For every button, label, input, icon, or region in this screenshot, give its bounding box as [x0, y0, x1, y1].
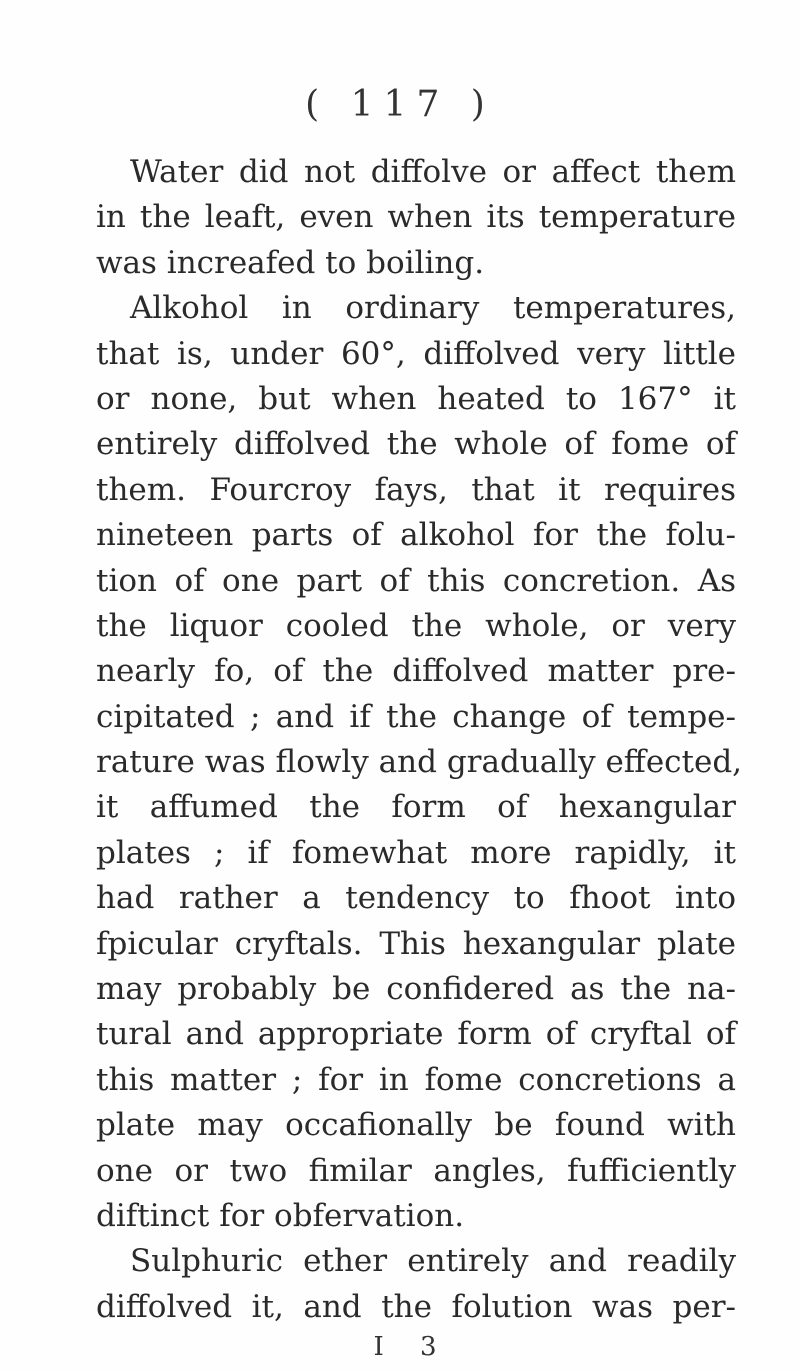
text-line: fpicular cryftals. This hexangular plate: [96, 925, 736, 962]
signature-mark: I 3: [373, 1332, 451, 1362]
text-line: rature was flowly and gradually effected,: [96, 744, 743, 781]
text-line: tural and appropriate form of cryftal of: [96, 1016, 736, 1053]
text-line: this matter ; for in fome concretions a: [96, 1061, 736, 1098]
text-line: diffolved it, and the folution was per-: [96, 1288, 736, 1325]
text-line: nearly fo, of the diffolved matter pre-: [96, 653, 736, 690]
text-line: diftinct for obfervation.: [96, 1197, 465, 1234]
text-line: cipitated ; and if the change of tempe-: [96, 698, 736, 735]
text-line: may probably be confidered as the na-: [96, 971, 736, 1008]
text-line: Water did not diffolve or affect them: [130, 154, 736, 190]
text-line: plates ; if fomewhat more rapidly, it: [96, 834, 736, 871]
text-line: nineteen parts of alkohol for the folu-: [96, 517, 736, 554]
body-text: [96, 150, 743, 1330]
text-line: entirely diffolved the whole of fome of: [96, 426, 736, 463]
text-line: in the leaft, even when its temperature: [96, 199, 736, 236]
text-line: Sulphuric ether entirely and readily: [130, 1243, 736, 1280]
text-line: it affumed the form of hexangular: [96, 789, 736, 826]
text-line: tion of one part of this concretion. As: [96, 562, 736, 599]
text-line: had rather a tendency to fhoot into: [96, 880, 736, 917]
text-line: was increafed to boiling.: [96, 244, 485, 281]
page-number: ( 117 ): [305, 84, 495, 125]
text-line: that is, under 60°, diffolved very little: [96, 335, 736, 372]
text-line: the liquor cooled the whole, or very: [96, 607, 736, 644]
text-line: or none, but when heated to 167° it: [96, 380, 736, 417]
text-line: one or two fimilar angles, fufficiently: [96, 1152, 736, 1189]
text-line: Alkohol in ordinary temperatures,: [130, 290, 736, 327]
text-line: plate may occafionally be found with: [96, 1107, 736, 1144]
text-line: them. Fourcroy fays, that it requires: [96, 471, 736, 508]
